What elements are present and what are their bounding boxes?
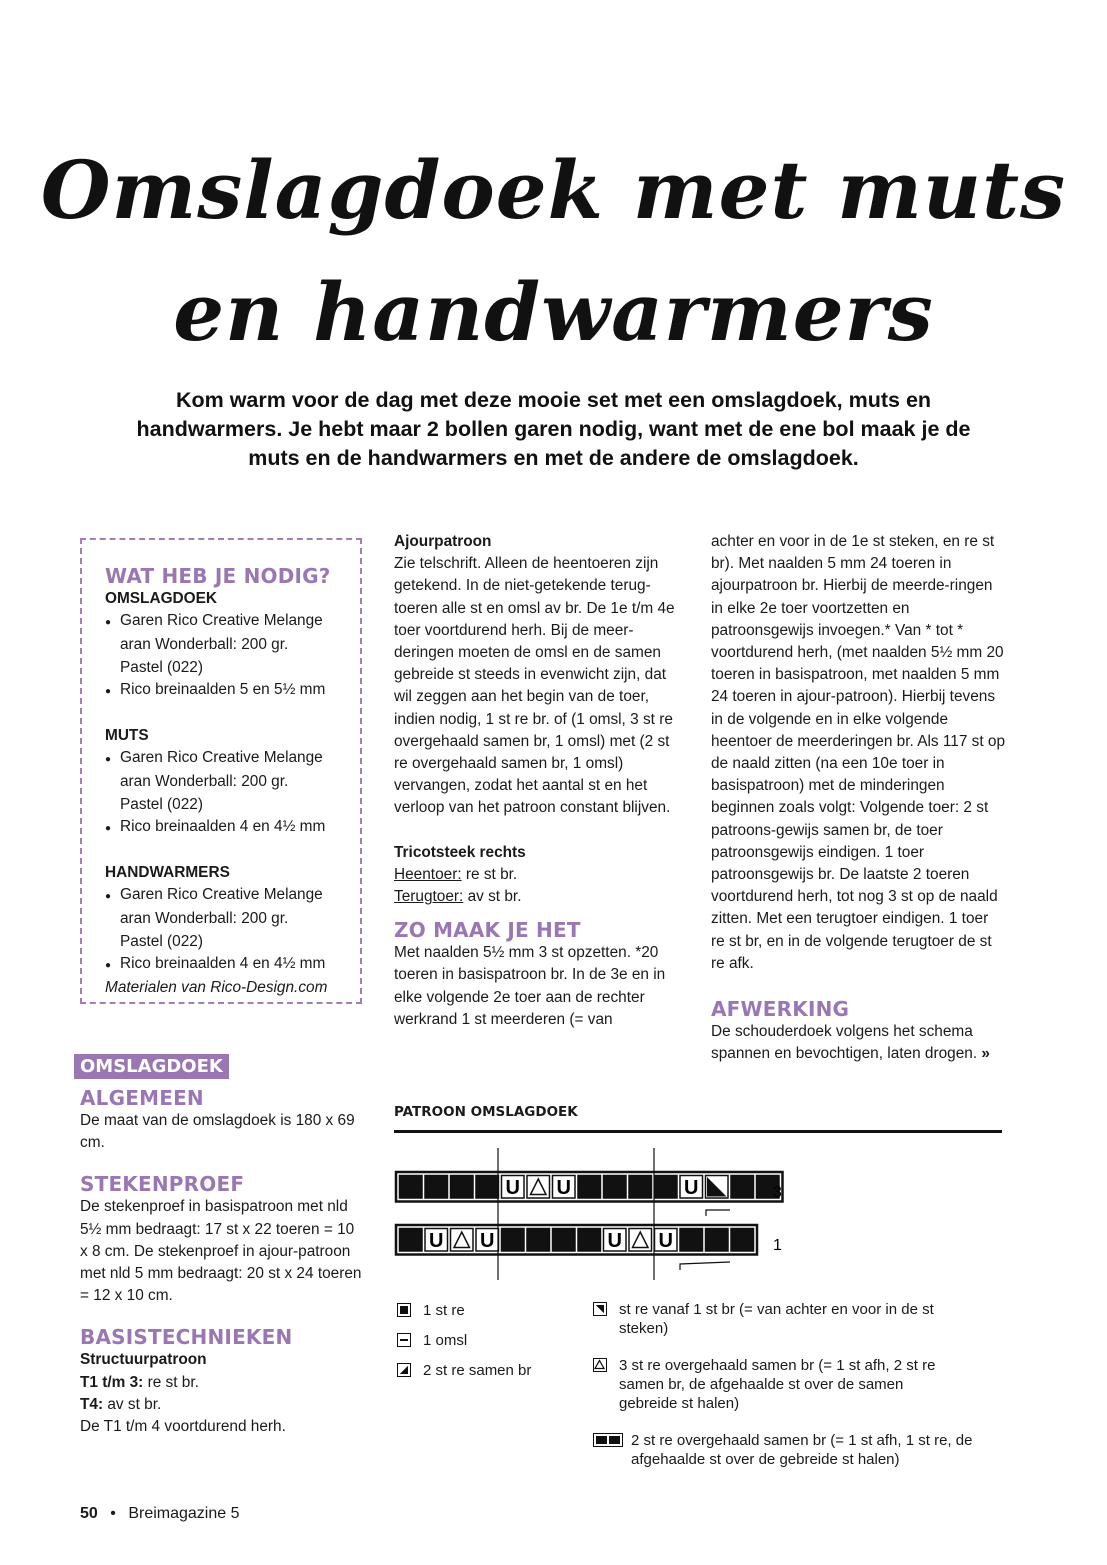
chart-title: PATROON OMSLAGDOEK: [394, 1104, 578, 1120]
row3-cell: [400, 1176, 423, 1199]
row3-cell: [502, 1176, 525, 1199]
row1-cell: [527, 1229, 550, 1252]
materials-item-text: Rico breinaalden 4 en 4½ mm: [120, 954, 326, 972]
intro-paragraph: Kom warm voor de dag met deze mooie set met een omslagdoek, muts en handwarmers. Je hebt maar 2 bollen garen nodig, want met de ene bol maak je de muts en de handwarmers en met de andere de omslagdoek.: [136, 388, 971, 470]
row3-cell: [604, 1176, 627, 1199]
row3-cell: [629, 1176, 652, 1199]
row1-cell: [578, 1229, 601, 1252]
materials-item: [105, 884, 350, 930]
row1-cell: [425, 1229, 448, 1252]
legend-increase-icon: [593, 1302, 607, 1316]
bullet-icon: ●: [105, 685, 112, 697]
materials-item-text: Garen Rico Creative Melange aran Wonderball: 200 gr.: [120, 612, 323, 654]
svg-text:U: U: [480, 1229, 495, 1252]
legend-yarn-over-label: 1 omsl: [423, 1332, 468, 1349]
materials-color: Pastel (022): [120, 932, 203, 950]
heading-tricotsteek: Tricotsteek rechts: [394, 843, 526, 861]
knitting-chart: [390, 1140, 810, 1280]
row1-cell: [553, 1229, 576, 1252]
section-tag-omslagdoek: OMSLAGDOEK: [74, 1054, 229, 1079]
text-algemeen: De maat van de omslagdoek is 180 x 69 cm.: [80, 1112, 355, 1152]
row1-cell: [604, 1229, 627, 1252]
label-heentoer: Heentoer:: [394, 865, 462, 883]
bullet-icon: ●: [105, 754, 112, 766]
materials-item-text: Rico breinaalden 4 en 4½ mm: [120, 817, 326, 835]
materials-item-text: Garen Rico Creative Melange aran Wonderball: 200 gr.: [120, 886, 323, 928]
row3-cell: [476, 1176, 499, 1199]
row1-cell: [680, 1229, 703, 1252]
legend-k2tog-icon: [397, 1363, 411, 1377]
middle-column: [394, 531, 686, 1031]
materials-item: [105, 610, 350, 656]
materials-color: Pastel (022): [120, 795, 203, 813]
page-title-line-2: en handwarmers: [173, 265, 934, 359]
bullet-icon: ●: [105, 617, 112, 629]
svg-text:U: U: [505, 1176, 520, 1199]
row1-cell: [655, 1229, 678, 1252]
row3-cell: [731, 1176, 754, 1199]
row1-cell: [502, 1229, 525, 1252]
svg-text:U: U: [658, 1229, 673, 1252]
materials-item: [105, 816, 350, 840]
materials-section-title: MUTS: [105, 727, 149, 745]
materials-item-text: Rico breinaalden 5 en 5½ mm: [120, 680, 326, 698]
materials-section: [105, 862, 350, 977]
row3-cell: [451, 1176, 474, 1199]
label-t4: T4:: [80, 1395, 104, 1413]
text-zo-maak-je-het: Met naalden 5½ mm 3 st opzetten. *20 toeren in basispatroon br. In de 3e en in elke volgende 2e toer aan de rechter werkrand 1 st meerderen (= van: [394, 944, 666, 1028]
heading-basistechnieken: BASISTECHNIEKEN: [80, 1325, 293, 1350]
edge-marker: [680, 1262, 730, 1270]
magazine-name: Breimagazine 5: [128, 1505, 240, 1522]
row1-cell: [706, 1229, 729, 1252]
materials-item: [105, 747, 350, 793]
svg-text:U: U: [684, 1176, 699, 1199]
legend-increase-label: st re vanaf 1 st br (= van achter en voor in de st steken): [619, 1301, 934, 1337]
bullet-icon: ●: [105, 959, 112, 971]
svg-text:U: U: [429, 1229, 444, 1252]
materials-section-title: HANDWARMERS: [105, 864, 230, 882]
materials-content: [105, 564, 350, 999]
materials-color: Pastel (022): [120, 658, 203, 676]
svg-text:U: U: [607, 1229, 622, 1252]
legend-sk2po-label: 3 st re overgehaald samen br (= 1 st afh, 2 st re samen br, de afgehaalde st over de samen gebreide st halen): [619, 1357, 936, 1412]
footer-separator: •: [110, 1505, 116, 1522]
text-terugtoer: av st br.: [467, 888, 522, 906]
row1-cell: [451, 1229, 474, 1252]
continue-arrow-icon: »: [981, 1045, 990, 1063]
text-ajourpatroon: Zie telschrift. Alleen de heentoeren zijn getekend. In de niet-getekende terug-toeren alle st en omsl av br. De 1e t/m 4e toer voortdurend herh. Bij de meer-deringen moeten de omsl en de samen gebreide st steeds in evenwicht zijn, dat wil zeggen aan het begin van de toer, indien nodig, 1 st re br. of (1 omsl, 3 st re overgehaald samen br, 1 omsl) met (2 st re overgehaald samen br, 1 omsl) vervangen, zodat het aantal st en het verloop van het patroon constant blijven.: [394, 555, 675, 817]
text-herh: De T1 t/m 4 voortdurend herh.: [80, 1418, 286, 1436]
row3-cell: [527, 1176, 550, 1199]
materials-credit: Materialen van Rico-Design.com: [105, 979, 328, 997]
legend-skpo-label: 2 st re overgehaald samen br (= 1 st afh, 1 st re, de afgehaalde st over de gebreide st halen): [631, 1432, 973, 1468]
text-continued: achter en voor in de 1e st steken, en re st br). Met naalden 5 mm 24 toeren in ajourpatroon br. Hierbij de meerde-ringen in elke 2e toer voortzetten en patroonsgewijs invoegen.* Van * tot * voortdurend herh, (met naalden 5½ mm 20 toeren in basispatroon, met naalden 5 mm 24 toeren in ajour-patroon). Hierbij tevens in de volgende en in elke volgende heentoer de meerderingen br. Als 117 st op de naald zitten (na een 10e toer in basispatroon) met de minderingen beginnen zoals volgt: Volgende toer: 2 st patroons-gewijs samen br, de toer patroonsgewijs eindigen. 1 toer patroonsgewijs br. De laatste 2 toeren voortdurend herh, tot nog 3 st op de naald zitten. Met een terugtoer eindigen. 1 toer re st br, en in de volgende terugtoer de st re afk.: [711, 533, 1006, 972]
row3-cell: [680, 1176, 703, 1199]
materials-item-text: Garen Rico Creative Melange aran Wonderball: 200 gr.: [120, 749, 323, 791]
row1-cell: [629, 1229, 652, 1252]
materials-section: [105, 725, 350, 840]
legend-knit-icon: [397, 1303, 411, 1317]
svg-text:U: U: [556, 1176, 571, 1199]
materials-section-title: OMSLAGDOEK: [105, 590, 218, 607]
label-terugtoer: Terugtoer:: [394, 888, 464, 906]
materials-section: [105, 588, 350, 703]
heading-structuurpatroon: Structuurpatroon: [80, 1351, 207, 1369]
right-column: [711, 531, 1006, 1065]
text-heentoer: re st br.: [465, 865, 518, 883]
heading-stekenproef: STEKENPROEF: [80, 1172, 245, 1197]
row-label-1: 1: [773, 1237, 782, 1254]
bullet-icon: ●: [105, 822, 112, 834]
page-number: 50: [80, 1505, 98, 1522]
text-afwerking: De schouderdoek volgens het schema spannen en bevochtigen, laten drogen.: [711, 1023, 978, 1063]
heading-afwerking: AFWERKING: [711, 997, 850, 1022]
page-title-line-1: Omslagdoek met muts: [40, 143, 1067, 237]
footer: [80, 1505, 239, 1523]
legend-skpo-icon: [593, 1433, 623, 1447]
row1-cell: [731, 1229, 754, 1252]
row3-cell: [425, 1176, 448, 1199]
heading-algemeen: ALGEMEEN: [80, 1086, 204, 1110]
row-label-3: 3: [773, 1184, 782, 1201]
row3-cell: [706, 1176, 729, 1199]
row3-cell: [655, 1176, 678, 1199]
text-t4: av st br.: [107, 1395, 162, 1413]
materials-heading: WAT HEB JE NODIG?: [105, 564, 331, 588]
materials-item: [105, 953, 350, 977]
materials-item: [105, 679, 350, 703]
row3-cell: [578, 1176, 601, 1199]
label-t1: T1 t/m 3:: [80, 1373, 144, 1391]
heading-ajourpatroon: Ajourpatroon: [394, 533, 492, 550]
row1-cell: [476, 1229, 499, 1252]
text-t1: re st br.: [147, 1373, 199, 1391]
legend-yarn-over-icon: [397, 1333, 411, 1347]
legend-k2tog-label: 2 st re samen br: [423, 1362, 532, 1379]
heading-zo-maak-je-het: ZO MAAK JE HET: [394, 918, 581, 943]
row3-cell: [553, 1176, 576, 1199]
chart-rule: [394, 1130, 1002, 1133]
text-stekenproef: De stekenproef in basispatroon met nld 5½ mm bedraagt: 17 st x 22 toeren = 10 x 8 cm. De stekenproef in ajour-patroon met nld 5 mm bedraagt: 20 st x 24 toeren = 12 x 10 cm.: [80, 1198, 362, 1305]
row1-cell: [400, 1229, 423, 1252]
legend-sk2po-icon: [593, 1358, 607, 1372]
legend-knit-label: 1 st re: [423, 1302, 465, 1319]
edge-marker: [706, 1210, 730, 1216]
bullet-icon: ●: [105, 891, 112, 903]
left-column: [80, 1086, 365, 1438]
